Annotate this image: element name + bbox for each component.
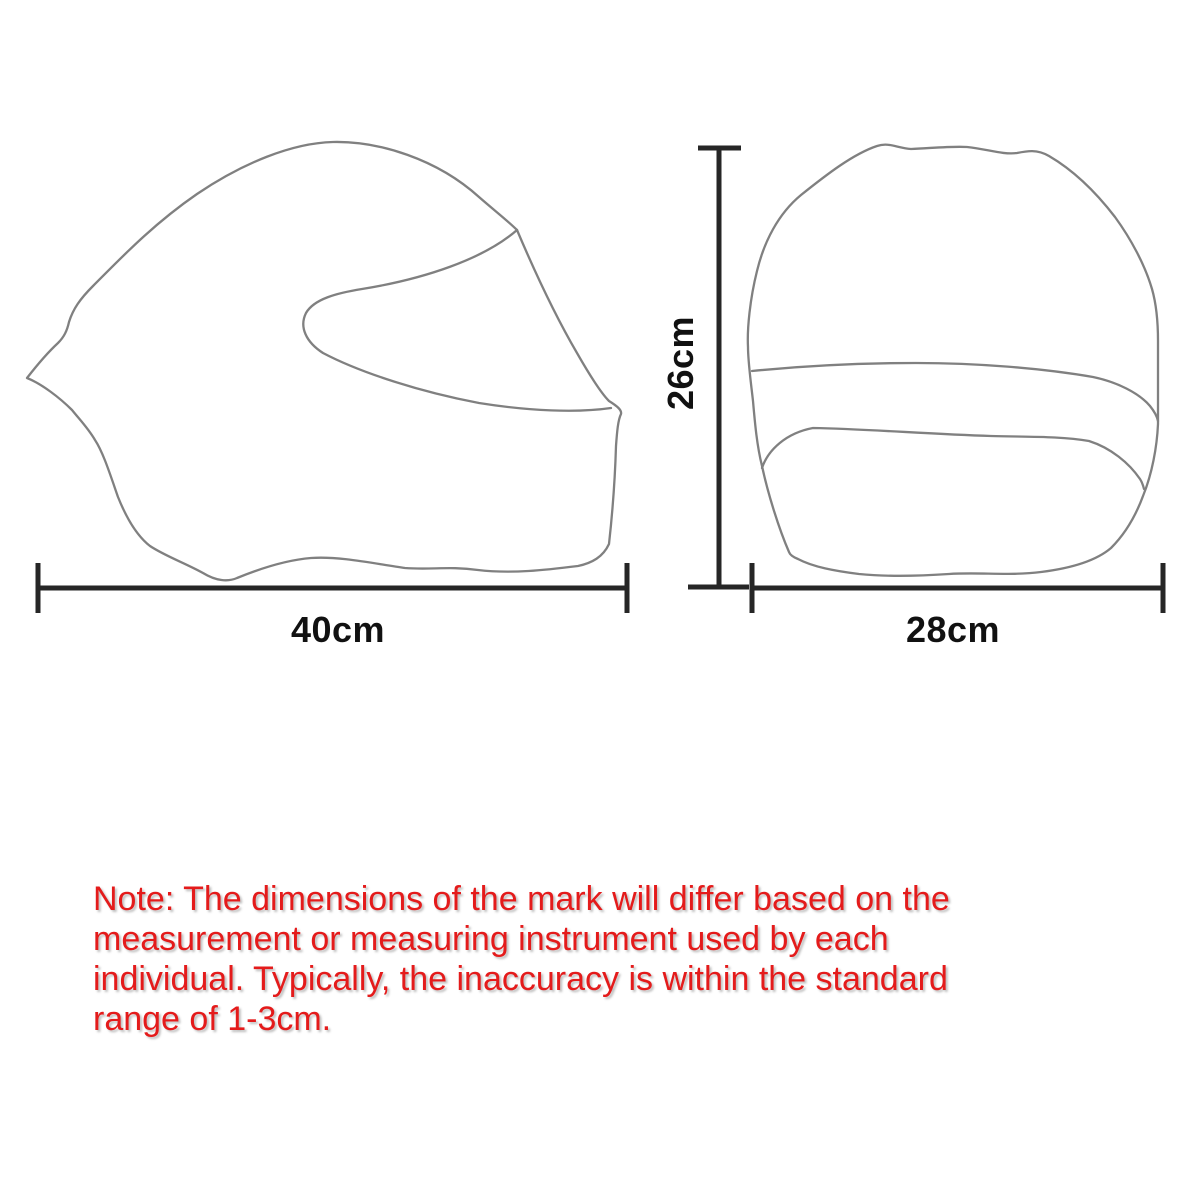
- note-line: range of 1-3cm.: [93, 1000, 332, 1038]
- helmet-back-outline: [748, 145, 1158, 576]
- side-width-label: 40cm: [290, 609, 386, 650]
- dimension-lines: [38, 148, 1163, 613]
- note-line: measurement or measuring instrument used by each: [93, 920, 889, 958]
- helmet-side-view: [27, 142, 621, 580]
- helmet-side-outline: [27, 142, 621, 580]
- note-line: individual. Typically, the inaccuracy is within the standard: [93, 960, 948, 998]
- back-width-label: 28cm: [905, 609, 1001, 650]
- helmet-back-spoiler-band-upper: [752, 363, 1158, 421]
- helmet-side-visor: [303, 230, 611, 411]
- helmet-back-view: [748, 145, 1158, 576]
- note-text: [93, 879, 1113, 1039]
- helmet-back-spoiler-band-lower: [762, 428, 1144, 489]
- height-label: 26cm: [660, 315, 701, 411]
- note-line: Note: The dimensions of the mark will differ based on the: [93, 880, 950, 918]
